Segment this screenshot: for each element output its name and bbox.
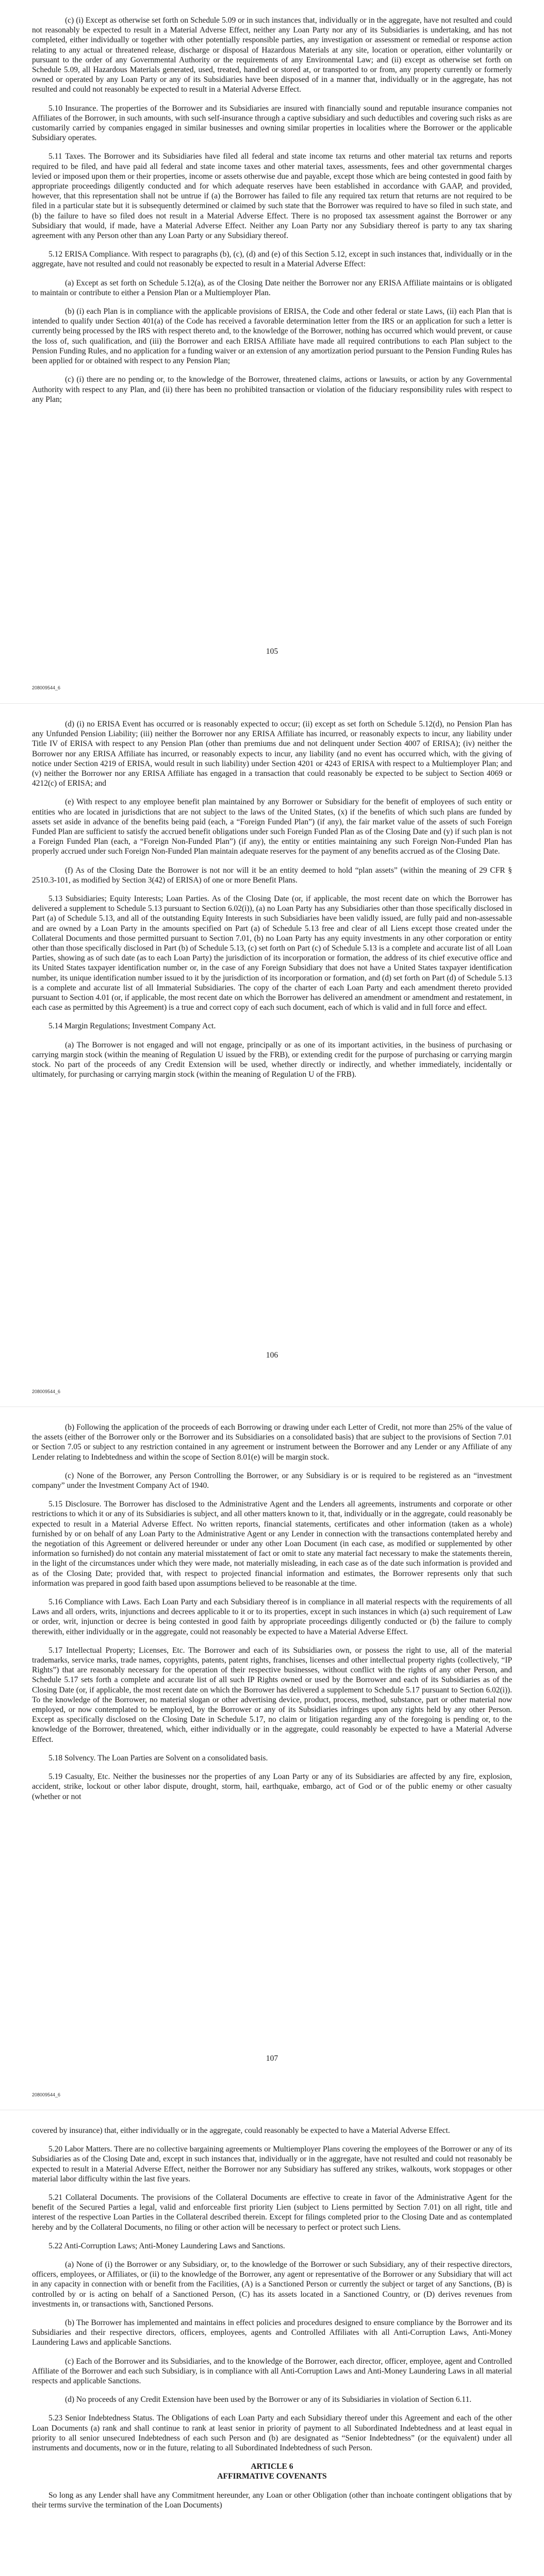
paragraph: 5.19 Casualty, Etc. Neither the businesses nor the properties of any Loan Party or any of its Subsidiaries are affected by any fire, explosion, accident, strike, lockout or other labor dispute, drought, storm, hail, earthquake, embargo, act of God or of the public enemy or other casualty (whether or not (32, 1772, 512, 1801)
paragraph: 5.20 Labor Matters. There are no collective bargaining agreements or Multiemployer Plans covering the employees of the Borrower or any of its Subsidiaries as of the Closing Date and, except in such instances that, individually or in the aggregate, have not resulted and could not reasonably be expected to result in a Material Adverse Effect, neither the Borrower nor any Subsidiary has suffered any strikes, walkouts, work stoppages or other material labor difficulty within the last five years. (32, 2145, 512, 2183)
paragraph: 5.21 Collateral Documents. The provisions of the Collateral Documents are effective to create in favor of the Administrative Agent for the benefit of the Secured Parties a legal, valid and enforceable first priority Lien (subject to Liens permitted by Section 7.01) on all right, title and interest of the respective Loan Parties in the Collateral described therein. Except for filings completed prior to the Closing Date and as contemplated hereby and by the Collateral Documents, no filing or other action will be necessary to perfect or protect such Liens. (32, 2193, 512, 2232)
page-108 (0, 2110, 544, 2576)
paragraph: (b) The Borrower has implemented and maintains in effect policies and procedures designed to ensure compliance by the Borrower and its Subsidiaries and their respective directors, officers, employees, agents and Controlled Affiliates with all Anti-Corruption Laws, Anti-Money Laundering Laws and applicable Sanctions. (32, 2318, 512, 2347)
paragraph: (a) The Borrower is not engaged and will not engage, principally or as one of its important activities, in the business of purchasing or carrying margin stock (within the meaning of Regulation U issued by the FRB), or extending credit for the purpose of purchasing or carrying margin stock. No part of the proceeds of any Credit Extension will be used, whether directly or indirectly, and whether immediately, incidentally or ultimately, for purchasing or carrying margin stock (within the meaning of Regulation U of the FRB). (32, 1040, 512, 1079)
paragraph: (f) As of the Closing Date the Borrower is not nor will it be an entity deemed to hold “plan assets” (within the meaning of 29 CFR § 2510.3-101, as modified by Section 3(42) of ERISA) of one or more Benefit Plans. (32, 866, 512, 885)
paragraph: 5.18 Solvency. The Loan Parties are Solvent on a consolidated basis. (48, 1753, 268, 1762)
paragraph: (c) Each of the Borrower and its Subsidiaries, and to the knowledge of the Borrower, each director, officer, employee, agent and Controlled Affiliate of the Borrower and each such Subsidiary, is in compliance with all Anti-Corruption Laws and Anti-Money Laundering Laws in all material respects and applicable Sanctions. (32, 2357, 512, 2386)
paragraph: (d) No proceeds of any Credit Extension have been used by the Borrower or any of its Subsidiaries in violation of Section 6.11. (65, 2395, 472, 2404)
paragraph: 5.14 Margin Regulations; Investment Company Act. (48, 1022, 216, 1031)
document-id: 208009544_6 (32, 2092, 61, 2097)
paragraph: 5.16 Compliance with Laws. Each Loan Party and each Subsidiary thereof is in compliance in all material respects with the requirements of all Laws and all orders, writs, injunctions and decrees applicable to it or to its properties, except in such instances in which (a) such requirement of Law or order, writ, injunction or decree is being contested in good faith by appropriate proceedings diligently conducted or (b) the failure to comply therewith, either individually or in the aggregate, could not reasonably be expected to have a Material Adverse Effect. (32, 1598, 512, 1636)
paragraph: covered by insurance) that, either individually or in the aggregate, could reasonably be expected to have a Material Adverse Effect. (32, 2126, 450, 2135)
paragraph: 5.15 Disclosure. The Borrower has disclosed to the Administrative Agent and the Lenders all agreements, instruments and corporate or other restrictions to which it or any of its Subsidiaries is subject, and all other matters known to it, that, individually or in the aggregate, could reasonably be expected to result in a Material Adverse Effect. No written reports, financial statements, certificates and other information (taken as a whole) furnished by or on behalf of any Loan Party to the Administrative Agent or any Lender in connection with the transactions contemplated hereby and the negotiation of this Agreement or delivered hereunder or under any other Loan Document (in each case, as modified or supplemented by other information so furnished) do not contain any material misstatement of fact or omit to state any material fact necessary to make the statements therein, in the light of the circumstances under which they were made, not materially misleading, in each case as of the date such information is provided and as of the Closing Date; provided that, with respect to projected financial information and estimates, the Borrower represents only that such information was prepared in good faith based upon assumptions believed to be reasonable at the time. (32, 1500, 512, 1588)
article-title: AFFIRMATIVE COVENANTS (217, 2472, 327, 2481)
paragraph: (c) None of the Borrower, any Person Controlling the Borrower, or any Subsidiary is or is required to be registered as an “investment company” under the Investment Company Act of 1940. (32, 1471, 512, 1490)
paragraph: 5.13 Subsidiaries; Equity Interests; Loan Parties. As of the Closing Date (or, if applicable, the most recent date on which the Borrower has delivered a supplement to Schedule 5.13 pursuant to Section 6.02(i)), (a) no Loan Party has any Subsidiaries other than those specifically disclosed in Part (a) of Schedule 5.13, and all of the outstanding Equity Interests in such Subsidiaries have been validly issued, are fully paid and non-assessable and are owned by a Loan Party in the amounts specified on Part (a) of Schedule 5.13 free and clear of all Liens except those created under the Collateral Documents and those permitted pursuant to Section 7.01, (b) no Loan Party has any equity investments in any other corporation or entity other than those specifically disclosed in Part (b) of Schedule 5.13, (c) set forth on Part (c) of Schedule 5.13 is a complete and accurate list of all Loan Parties, showing as of such date (as to each Loan Party) the jurisdiction of its incorporation or formation, the address of its chief executive office and its United States taxpayer identification number or, in the case of any Foreign Subsidiary that does not have a United States taxpayer identification number, its unique identification number issued to it by the jurisdiction of its incorporation or formation, and (d) set forth on Part (d) of Schedule 5.13 is a complete and accurate list of all Immaterial Subsidiaries. The copy of the charter of each Loan Party and each amendment thereto provided pursuant to Section 4.01 (or, if applicable, the most recent date on which the Borrower has delivered an amendment or amendment and restatement, in each case as permitted by this Agreement) is a true and correct copy of each such document, each of which is valid and in full force and effect. (32, 894, 512, 1012)
page-number: 105 (266, 647, 278, 656)
paragraph: (c) (i) there are no pending or, to the knowledge of the Borrower, threatened claims, actions or lawsuits, or action by any Governmental Authority with respect to any Plan, and (ii) there has been no prohibited transaction or violation of the fiduciary responsibility rules with respect to any Plan; (32, 375, 512, 404)
paragraph: (e) With respect to any employee benefit plan maintained by any Borrower or Subsidiary for the benefit of employees of such entity or entities who are located in jurisdictions that are not subject to the laws of the United States, (x) if the benefits of which such plans are funded by assets set aside in advance of the benefits being paid (each, a “Foreign Funded Plan”) (if any), the fair market value of the assets of such Foreign Funded Plan are sufficient to satisfy the accrued benefit obligations under such Foreign Funded Plan as of the Closing Date and (y) if such plan is not a Foreign Funded Plan (each, a “Foreign Non-Funded Plan”) (if any), the entity or entities maintaining any such Foreign Non-Funded Plan has properly accrued under such Foreign Non-Funded Plan maintain adequate reserves for the payment of any benefits accrued as of the Closing Date. (32, 798, 512, 856)
paragraph: 5.10 Insurance. The properties of the Borrower and its Subsidiaries are insured with financially sound and reputable insurance companies not Affiliates of the Borrower, in such amounts, with such self-insurance through a captive subsidiary and such deductibles and covering such risks as are customarily carried by companies engaged in similar businesses and owning similar properties in localities where the Borrower or the applicable Subsidiary operates. (32, 104, 512, 143)
paragraph: 5.17 Intellectual Property; Licenses, Etc. The Borrower and each of its Subsidiaries own, or possess the right to use, all of the material trademarks, service marks, trade names, copyrights, patents, patent rights, franchises, licenses and other intellectual property rights (collectively, “IP Rights”) that are reasonably necessary for the operation of their respective businesses, without conflict with the rights of any other Person, and Schedule 5.17 sets forth a complete and accurate list of all such IP Rights owned or used by the Borrower and each of its Subsidiaries as of the Closing Date (or, if applicable, the most recent date on which the Borrower has delivered a supplement to Schedule 5.17 pursuant to Section 6.02(i)). To the knowledge of the Borrower, no material slogan or other advertising device, product, process, method, substance, part or other material now employed, or now contemplated to be employed, by the Borrower or any of its Subsidiaries infringes upon any rights held by any other Person. Except as specifically disclosed on the Closing Date in Schedule 5.17, no claim or litigation regarding any of the foregoing is pending or, to the knowledge of the Borrower, threatened, which, either individually or in the aggregate, could reasonably be expected to have a Material Adverse Effect. (32, 1646, 512, 1744)
paragraph: (a) Except as set forth on Schedule 5.12(a), as of the Closing Date neither the Borrower nor any ERISA Affiliate maintains or is obligated to maintain or contribute to either a Pension Plan or a Multiemployer Plan. (32, 278, 512, 297)
paragraph: 5.11 Taxes. The Borrower and its Subsidiaries have filed all federal and state income tax returns and other material tax returns and reports required to be filed, and have paid all federal and state income taxes and other material taxes, assessments, fees and other governmental charges levied or imposed upon them or their properties, income or assets otherwise due and payable, except those which are being contested in good faith by appropriate proceedings diligently conducted and for which adequate reserves have been established in accordance with GAAP, and provided, however, that this representation shall not be untrue if (a) the Borrower has failed to file any required tax return that returns are not required to be filed in a particular state but it is subsequently determined or claimed by such state that the Borrower was required to have so filed in such state, and (b) the failure to have so filed does not result in a Material Adverse Effect. There is no proposed tax assessment against the Borrower or any Subsidiary that would, if made, have a Material Adverse Effect. Neither any Loan Party nor any Subsidiary thereof is party to any tax sharing agreement with any Person other than any Loan Party or any Subsidiary thereof. (32, 152, 512, 241)
page-107 (0, 1406, 544, 2110)
page-106 (0, 703, 544, 1406)
paragraph: (a) None of (i) the Borrower or any Subsidiary, or, to the knowledge of the Borrower or such Subsidiary, any of their respective directors, officers, employees, or Affiliates, or (ii) to the knowledge of the Borrower, any agent or representative of the Borrower or any Subsidiary that will act in any capacity in connection with or benefit from the Facilities, (A) is a Sanctioned Person or currently the subject or target of any Sanctions, (B) is controlled by or is acting on behalf of a Sanctioned Person, (C) has its assets located in a Sanctioned Country, or (D) derives revenues from investments in, or transactions with, Sanctioned Persons. (32, 2260, 512, 2309)
document-id: 208009544_6 (32, 685, 61, 690)
page-105 (0, 0, 544, 703)
paragraph: So long as any Lender shall have any Commitment hereunder, any Loan or other Obligation (other than inchoate contingent obligations that by their terms survive the termination of the Loan Documents) (32, 2490, 512, 2510)
paragraph: 5.23 Senior Indebtedness Status. The Obligations of each Loan Party and each Subsidiary thereof under this Agreement and each of the other Loan Documents (a) rank and shall continue to rank at least senior in priority of payment to all Subordinated Indebtedness and at least equal in priority to all senior unsecured Indebtedness of each such Person and (b) are designated as “Senior Indebtedness” (or the equivalent) under all instruments and documents, now or in the future, relating to all Subordinated Indebtedness of such Person. (32, 2414, 512, 2453)
paragraph: 5.12 ERISA Compliance. With respect to paragraphs (b), (c), (d) and (e) of this Section 5.12, except in such instances that, individually or in the aggregate, have not resulted and could not reasonably be expected to result in a Material Adverse Effect: (32, 250, 512, 269)
page-number: 106 (266, 1351, 278, 1360)
paragraph: 5.22 Anti-Corruption Laws; Anti-Money Laundering Laws and Sanctions. (48, 2241, 285, 2250)
paragraph: (d) (i) no ERISA Event has occurred or is reasonably expected to occur; (ii) except as set forth on Schedule 5.12(d), no Pension Plan has any Unfunded Pension Liability; (iii) neither the Borrower nor any ERISA Affiliate has incurred, or reasonably expects to incur, any liability under Title IV of ERISA with respect to any Pension Plan (other than premiums due and not delinquent under Section 4007 of ERISA); (iv) neither the Borrower nor any ERISA Affiliate has incurred, or reasonably expects to incur, any liability (and no event has occurred which, with the giving of notice under Section 4219 of ERISA, would result in such liability) under Section 4201 or 4243 of ERISA with respect to a Multiemployer Plan; and (v) neither the Borrower nor any ERISA Affiliate has engaged in a transaction that could reasonably be expected to be subject to Section 4069 or 4212(c) of ERISA; and (32, 720, 512, 788)
paragraph: (c) (i) Except as otherwise set forth on Schedule 5.09 or in such instances that, individually or in the aggregate, have not resulted and could not reasonably be expected to result in a Material Adverse Effect, neither any Loan Party nor any of its Subsidiaries is undertaking, and has not completed, either individually or together with other potentially responsible parties, any investigation or assessment or remedial or response action relating to any actual or threatened release, discharge or disposal of Hazardous Materials at any site, location or operation, either voluntarily or pursuant to the order of any Governmental Authority or the requirements of any Environmental Law; and (ii) except as otherwise set forth on Schedule 5.09, all Hazardous Materials generated, used, treated, handled or stored at, or transported to or from, any property currently or formerly owned or operated by any Loan Party or any of its Subsidiaries have been disposed of in a manner that, individually or in the aggregate, has not resulted and could not reasonably be expected to result in a Material Adverse Effect. (32, 16, 512, 94)
document-id: 208009544_6 (32, 1389, 61, 1394)
paragraph: (b) Following the application of the proceeds of each Borrowing or drawing under each Letter of Credit, not more than 25% of the value of the assets (either of the Borrower only or the Borrower and its Subsidiaries on a consolidated basis) that are subject to the provisions of Section 7.01 or Section 7.05 or subject to any restriction contained in any agreement or instrument between the Borrower and any Lender or any Affiliate of any Lender relating to Indebtedness and within the scope of Section 8.01(e) will be margin stock. (32, 1423, 512, 1462)
article-heading: ARTICLE 6 (251, 2462, 293, 2471)
paragraph: (b) (i) each Plan is in compliance with the applicable provisions of ERISA, the Code and other federal or state Laws, (ii) each Plan that is intended to qualify under Section 401(a) of the Code has received a favorable determination letter from the IRS or an application for such a letter is currently being processed by the IRS with respect thereto and, to the knowledge of the Borrower, nothing has occurred which would prevent, or cause the loss of, such qualification, and (iii) the Borrower and each ERISA Affiliate have made all required contributions to each Plan subject to the Pension Funding Rules, and no application for a funding waiver or an extension of any amortization period pursuant to the Pension Funding Rules has been applied for or obtained with respect to any Pension Plan; (32, 307, 512, 366)
page-number: 107 (266, 2054, 278, 2063)
